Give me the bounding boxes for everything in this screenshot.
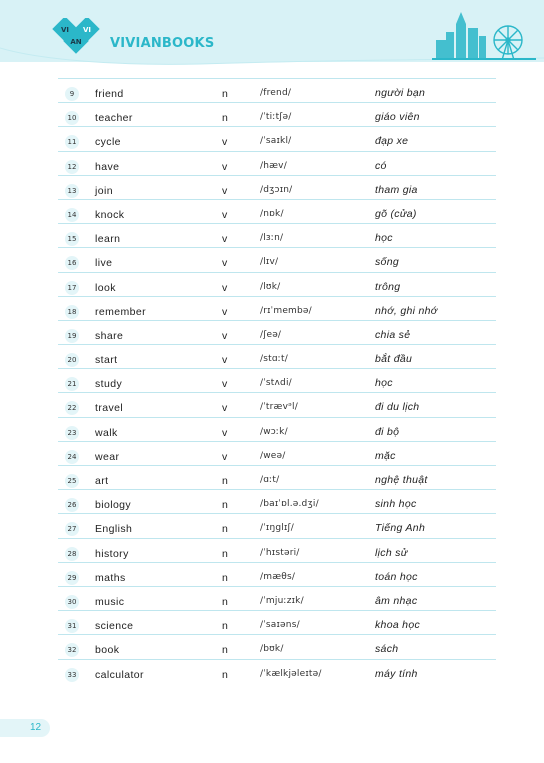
row-number: 10 — [65, 111, 79, 125]
row-number: 20 — [65, 353, 79, 367]
logo — [48, 18, 104, 62]
row-part-of-speech: n — [222, 499, 228, 512]
row-part-of-speech: n — [222, 475, 228, 487]
row-pronunciation: /bʊk/ — [260, 644, 284, 655]
row-word: walk — [95, 426, 118, 439]
row-word: knock — [95, 208, 125, 221]
row-meaning: khoa học — [375, 619, 421, 632]
row-part-of-speech: n — [222, 620, 228, 633]
row-part-of-speech: v — [222, 208, 228, 221]
row-meaning: nhớ, ghi nhớ — [375, 304, 438, 317]
row-meaning: có — [375, 159, 387, 172]
row-part-of-speech: n — [222, 547, 228, 560]
row-part-of-speech: v — [222, 378, 228, 391]
row-pronunciation: /ˈhɪstəri/ — [260, 547, 300, 558]
table-row — [58, 247, 496, 271]
row-part-of-speech: v — [222, 160, 228, 173]
row-part-of-speech: v — [222, 450, 228, 463]
row-word: book — [95, 644, 120, 657]
brand-name: VIVIANBOOKS — [110, 36, 215, 51]
row-meaning: sống — [375, 256, 399, 269]
row-word: start — [95, 354, 118, 367]
row-number: 12 — [65, 160, 79, 174]
row-word: share — [95, 329, 124, 342]
page-number-tab — [0, 719, 50, 737]
row-part-of-speech: v — [222, 329, 228, 342]
row-word: science — [95, 620, 134, 633]
row-number: 15 — [65, 232, 79, 246]
table-row — [58, 489, 496, 513]
row-number: 11 — [65, 135, 79, 149]
city-skyline-icon — [432, 6, 536, 60]
row-meaning: máy tính — [375, 667, 418, 680]
table-row — [58, 562, 496, 586]
row-pronunciation: /lɪv/ — [260, 257, 279, 268]
row-meaning: đạp xe — [375, 135, 409, 148]
row-word: join — [95, 184, 113, 197]
row-meaning: tham gia — [375, 183, 418, 196]
row-number: 23 — [65, 426, 79, 440]
row-word: have — [95, 160, 120, 173]
row-meaning: lịch sử — [375, 546, 408, 559]
row-pronunciation: /lʊk/ — [260, 281, 281, 292]
row-word: maths — [95, 571, 126, 584]
row-part-of-speech: v — [222, 281, 228, 294]
table-row — [58, 296, 496, 320]
row-pronunciation: /hæv/ — [260, 160, 287, 171]
row-pronunciation: /baɪˈɒl.ə.dʒi/ — [260, 499, 319, 510]
row-pronunciation: /ˈtiːtʃə/ — [260, 112, 292, 123]
table-row — [58, 417, 496, 441]
row-meaning: người bạn — [375, 87, 426, 99]
row-meaning: sách — [375, 643, 399, 656]
row-pronunciation: /ˈkælkjəleɪtə/ — [260, 668, 322, 679]
row-word: wear — [95, 450, 120, 463]
row-word: biology — [95, 499, 132, 512]
table-row — [58, 659, 496, 683]
table-row — [58, 102, 496, 126]
row-pronunciation: /ˈɪŋglɪʃ/ — [260, 523, 294, 534]
table-row — [58, 344, 496, 368]
row-number: 33 — [65, 668, 79, 682]
row-meaning: học — [375, 377, 393, 390]
logo-letters-right: VI — [82, 26, 92, 34]
row-number: 13 — [65, 184, 79, 198]
row-number: 22 — [65, 401, 79, 415]
row-word: look — [95, 281, 116, 294]
row-pronunciation: /frend/ — [260, 88, 292, 98]
row-meaning: gõ (cửa) — [375, 207, 417, 220]
row-part-of-speech: v — [222, 184, 228, 197]
row-number: 9 — [65, 87, 79, 101]
row-word: music — [95, 595, 125, 608]
logo-letters-middle: AN — [70, 38, 82, 46]
row-part-of-speech: n — [222, 112, 228, 125]
table-row — [58, 272, 496, 296]
row-part-of-speech: n — [222, 523, 228, 536]
row-word: study — [95, 378, 123, 391]
row-number: 21 — [65, 377, 79, 391]
row-word: English — [95, 523, 133, 536]
row-number: 29 — [65, 571, 79, 585]
row-part-of-speech: v — [222, 257, 228, 270]
row-meaning: chia sẻ — [375, 328, 411, 341]
table-row — [58, 586, 496, 610]
vocabulary-table — [58, 78, 496, 683]
row-number: 26 — [65, 498, 79, 512]
table-row — [58, 320, 496, 344]
row-pronunciation: /ˈsaɪəns/ — [260, 620, 300, 631]
row-number: 14 — [65, 208, 79, 222]
row-word: cycle — [95, 136, 121, 149]
row-number: 32 — [65, 643, 79, 657]
row-meaning: sinh học — [375, 498, 417, 511]
table-row — [58, 392, 496, 416]
row-number: 28 — [65, 547, 79, 561]
row-pronunciation: /lɜːn/ — [260, 233, 284, 244]
row-pronunciation: /ɑːt/ — [260, 475, 280, 485]
row-number: 18 — [65, 305, 79, 319]
row-word: live — [95, 257, 113, 270]
row-part-of-speech: v — [222, 136, 228, 149]
row-number: 16 — [65, 256, 79, 270]
row-part-of-speech: v — [222, 426, 228, 439]
row-meaning: nghệ thuật — [375, 474, 428, 486]
table-row — [58, 634, 496, 658]
table-row — [58, 199, 496, 223]
row-word: art — [95, 475, 109, 487]
row-part-of-speech: v — [222, 402, 228, 415]
row-number: 31 — [65, 619, 79, 633]
row-pronunciation: /weə/ — [260, 450, 286, 461]
row-number: 25 — [65, 474, 79, 488]
table-row — [58, 151, 496, 175]
row-word: calculator — [95, 668, 144, 681]
table-row — [58, 223, 496, 247]
row-number: 30 — [65, 595, 79, 609]
row-word: friend — [95, 88, 124, 100]
row-number: 27 — [65, 522, 79, 536]
row-pronunciation: /dʒɔɪn/ — [260, 184, 293, 195]
row-meaning: giáo viên — [375, 111, 420, 124]
row-pronunciation: /ˈtrævᵊl/ — [260, 402, 298, 413]
table-row — [58, 368, 496, 392]
row-pronunciation: /wɔːk/ — [260, 426, 288, 437]
row-pronunciation: /mæθs/ — [260, 571, 296, 582]
row-number: 19 — [65, 329, 79, 343]
row-word: remember — [95, 305, 147, 318]
row-part-of-speech: v — [222, 305, 228, 318]
table-row — [58, 538, 496, 562]
table-row — [58, 465, 496, 489]
row-meaning: bắt đầu — [375, 353, 413, 366]
row-pronunciation: /stɑːt/ — [260, 354, 288, 365]
table-row — [58, 513, 496, 537]
row-part-of-speech: n — [222, 644, 228, 657]
row-meaning: đi bộ — [375, 425, 400, 438]
logo-mark-icon — [48, 18, 104, 62]
row-word: travel — [95, 402, 124, 415]
row-meaning: học — [375, 232, 393, 245]
row-pronunciation: /ˈmjuːzɪk/ — [260, 595, 304, 606]
row-pronunciation: /rɪˈmembə/ — [260, 305, 312, 316]
row-meaning: Tiếng Anh — [375, 522, 426, 535]
table-row — [58, 78, 496, 102]
row-part-of-speech: v — [222, 233, 228, 246]
table-row — [58, 610, 496, 634]
row-part-of-speech: n — [222, 668, 228, 681]
row-part-of-speech: n — [222, 88, 228, 100]
table-row — [58, 175, 496, 199]
logo-letters-left: VI — [60, 26, 70, 34]
row-number: 24 — [65, 450, 79, 464]
row-word: teacher — [95, 112, 133, 125]
table-row — [58, 126, 496, 150]
table-row — [58, 441, 496, 465]
row-part-of-speech: n — [222, 595, 228, 608]
row-meaning: toán học — [375, 570, 418, 583]
row-meaning: âm nhạc — [375, 594, 418, 607]
row-pronunciation: /ʃeə/ — [260, 329, 282, 340]
row-pronunciation: /ˈsaɪkl/ — [260, 136, 292, 147]
row-part-of-speech: v — [222, 354, 228, 367]
row-meaning: trông — [375, 280, 401, 293]
row-meaning: mặc — [375, 449, 396, 462]
row-pronunciation: /ˈstʌdi/ — [260, 378, 292, 389]
row-word: learn — [95, 233, 121, 246]
row-word: history — [95, 547, 129, 560]
page-number: 12 — [30, 722, 42, 733]
row-meaning: đi du lịch — [375, 401, 420, 414]
row-pronunciation: /nɒk/ — [260, 208, 284, 219]
row-number: 17 — [65, 281, 79, 295]
row-part-of-speech: n — [222, 571, 228, 584]
